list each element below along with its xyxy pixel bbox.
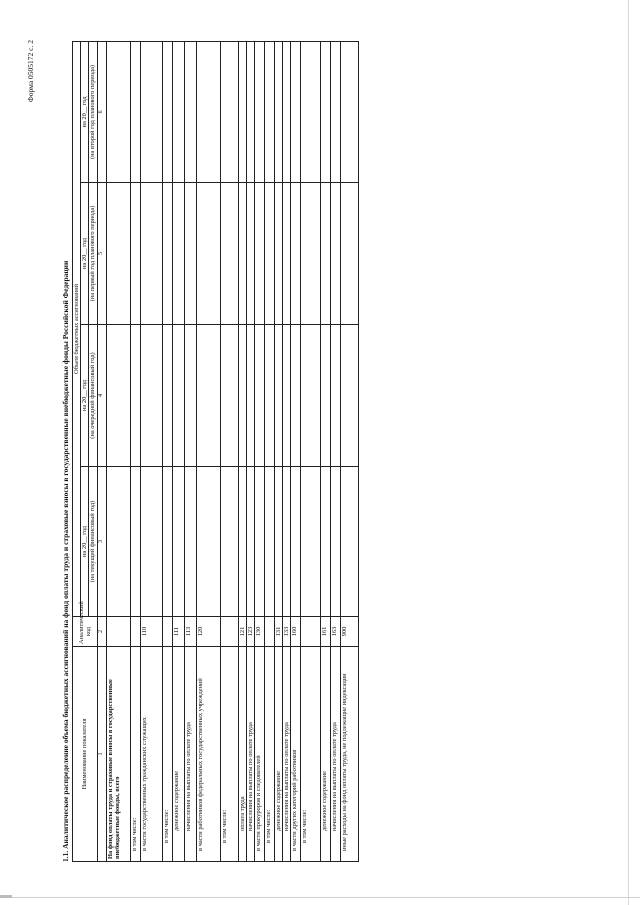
value-cell[interactable] [106, 41, 130, 182]
value-cell[interactable] [162, 467, 172, 617]
row-name: начисления на выплаты по оплате труда [283, 647, 291, 862]
value-cell[interactable] [246, 183, 254, 325]
value-cell[interactable] [291, 467, 301, 617]
value-cell[interactable] [341, 183, 359, 325]
table-row [331, 41, 341, 861]
row-code [264, 617, 274, 647]
value-cell[interactable] [331, 183, 341, 325]
value-cell[interactable] [341, 467, 359, 617]
value-cell[interactable] [220, 41, 238, 182]
value-cell[interactable] [140, 183, 162, 325]
value-cell[interactable] [130, 325, 140, 467]
value-cell[interactable] [220, 183, 238, 325]
value-cell[interactable] [220, 467, 238, 617]
value-cell[interactable] [331, 467, 341, 617]
value-cell[interactable] [291, 325, 301, 467]
value-cell[interactable] [238, 183, 246, 325]
table-row [220, 41, 238, 861]
col-number: 5 [97, 183, 106, 325]
value-cell[interactable] [254, 467, 264, 617]
value-cell[interactable] [291, 183, 301, 325]
value-cell[interactable] [172, 325, 184, 467]
row-code [301, 617, 321, 647]
value-cell[interactable] [106, 467, 130, 617]
row-name: денежное содержание [274, 647, 282, 862]
table-row [264, 41, 274, 861]
value-cell[interactable] [140, 41, 162, 182]
col-number: 3 [97, 467, 106, 617]
value-cell[interactable] [264, 467, 274, 617]
row-name: иные расходы на фонд оплаты труда, не подлежащие индексации [341, 647, 359, 862]
value-cell[interactable] [341, 325, 359, 467]
row-name: в том числе: [130, 647, 140, 862]
row-name: в том числе: [264, 647, 274, 862]
value-cell[interactable] [196, 183, 220, 325]
table-body [106, 41, 359, 861]
value-cell[interactable] [246, 41, 254, 182]
header-desc-1: (на текущий финансовый год) [89, 467, 97, 617]
value-cell[interactable] [341, 41, 359, 182]
document-sheet [26, 22, 580, 862]
value-cell[interactable] [283, 41, 291, 182]
value-cell[interactable] [321, 41, 331, 182]
table-row [196, 41, 220, 861]
table-row [301, 41, 321, 861]
table-row [274, 41, 282, 861]
table-row [130, 41, 140, 861]
value-cell[interactable] [184, 41, 196, 182]
value-cell[interactable] [162, 41, 172, 182]
value-cell[interactable] [162, 183, 172, 325]
row-name: в том числе: [220, 647, 238, 862]
row-name: в части других категорий работников [291, 647, 301, 862]
row-name: начисления на выплаты по оплате труда [331, 647, 341, 862]
value-cell[interactable] [301, 183, 321, 325]
value-cell[interactable] [162, 325, 172, 467]
header-row-1 [73, 41, 81, 861]
row-code: 160 [291, 617, 301, 647]
allocation-table [72, 41, 359, 862]
value-cell[interactable] [301, 325, 321, 467]
scan-mark [0, 895, 12, 898]
header-code-col: Аналитический код [73, 617, 98, 647]
value-cell[interactable] [184, 325, 196, 467]
table-row [321, 41, 331, 861]
value-cell[interactable] [172, 183, 184, 325]
value-cell[interactable] [321, 183, 331, 325]
row-code: 130 [254, 617, 264, 647]
value-cell[interactable] [140, 325, 162, 467]
row-name: денежное содержание [172, 647, 184, 862]
header-year-3: на 20__ год [81, 183, 89, 325]
value-cell[interactable] [264, 41, 274, 182]
table-row [341, 41, 359, 861]
table-row [172, 41, 184, 861]
section-title: 1.1. Аналитическое распределение объема бюджетных ассигнований на фонд оплаты труда и страховые взносы в государственные внебюджетные фонды Российской Федерации [61, 260, 70, 862]
value-cell[interactable] [220, 325, 238, 467]
value-cell[interactable] [274, 41, 282, 182]
header-desc-4: (на второй год планового периода) [89, 41, 97, 182]
value-cell[interactable] [283, 183, 291, 325]
value-cell[interactable] [264, 183, 274, 325]
row-name: в части работников федеральных государственных учреждений [196, 647, 220, 862]
value-cell[interactable] [140, 467, 162, 617]
header-year-1: на 20__ год [81, 467, 89, 617]
row-name: денежное содержание [321, 647, 331, 862]
value-cell[interactable] [172, 467, 184, 617]
header-year-2: на 20__ год [81, 325, 89, 467]
value-cell[interactable] [106, 183, 130, 325]
value-cell[interactable] [321, 325, 331, 467]
table-row [291, 41, 301, 861]
value-cell[interactable] [238, 41, 246, 182]
value-cell[interactable] [283, 467, 291, 617]
row-code: 111 [172, 617, 184, 647]
value-cell[interactable] [254, 41, 264, 182]
value-cell[interactable] [196, 325, 220, 467]
row-code: 121 [238, 617, 246, 647]
value-cell[interactable] [196, 41, 220, 182]
table-row [162, 41, 172, 861]
value-cell[interactable] [246, 467, 254, 617]
row-code: 161 [321, 617, 331, 647]
col-number: 2 [97, 617, 106, 647]
row-name: в части прокуроров и следователей [254, 647, 264, 862]
row-name: в части государственных гражданских служащих [140, 647, 162, 862]
value-cell[interactable] [184, 467, 196, 617]
value-cell[interactable] [130, 467, 140, 617]
page-edge-bottom [0, 897, 640, 898]
row-name: начисления на выплаты по оплате труда [184, 647, 196, 862]
header-desc-3: (на первый год планового периода) [89, 183, 97, 325]
row-name: в том числе: [301, 647, 321, 862]
value-cell[interactable] [321, 467, 331, 617]
header-group: Объем бюджетных ассигнований [73, 41, 81, 616]
value-cell[interactable] [130, 183, 140, 325]
column-numbers-row [97, 41, 106, 861]
value-cell[interactable] [301, 467, 321, 617]
row-code: 133 [283, 617, 291, 647]
value-cell[interactable] [331, 325, 341, 467]
col-number: 6 [97, 41, 106, 182]
row-code [130, 617, 140, 647]
row-name: оплата труда [238, 647, 246, 862]
table-row [140, 41, 162, 861]
table-row [106, 41, 130, 861]
header-year-4: на 20__ год [81, 41, 89, 182]
value-cell[interactable] [291, 41, 301, 182]
row-code [220, 617, 238, 647]
value-cell[interactable] [254, 183, 264, 325]
header-name-col: Наименование показателя [73, 647, 98, 862]
row-code: 120 [196, 617, 220, 647]
row-name: На фонд оплаты труда и страховые взносы в государственные внебюджетные фонды, всего [106, 647, 130, 862]
table-row [184, 41, 196, 861]
row-code: 113 [184, 617, 196, 647]
value-cell[interactable] [274, 467, 282, 617]
value-cell[interactable] [301, 41, 321, 182]
value-cell[interactable] [184, 183, 196, 325]
value-cell[interactable] [283, 325, 291, 467]
value-cell[interactable] [274, 325, 282, 467]
value-cell[interactable] [238, 325, 246, 467]
value-cell[interactable] [172, 41, 184, 182]
col-number: 1 [97, 647, 106, 862]
row-name: начисления на выплаты по оплате труда [246, 647, 254, 862]
value-cell[interactable] [106, 325, 130, 467]
row-name: в том числе: [162, 647, 172, 862]
table-row [246, 41, 254, 861]
value-cell[interactable] [274, 183, 282, 325]
form-reference: Форма 0505172 с. 2 [26, 40, 35, 103]
header-desc-2: (на очередной финансовый год) [89, 325, 97, 467]
page-edge-right [628, 0, 629, 905]
value-cell[interactable] [130, 41, 140, 182]
value-cell[interactable] [246, 325, 254, 467]
table-row [254, 41, 264, 861]
row-code: 123 [246, 617, 254, 647]
col-number: 4 [97, 325, 106, 467]
row-code: 110 [140, 617, 162, 647]
row-code: 163 [331, 617, 341, 647]
value-cell[interactable] [238, 467, 246, 617]
value-cell[interactable] [254, 325, 264, 467]
value-cell[interactable] [331, 41, 341, 182]
table-row [238, 41, 246, 861]
value-cell[interactable] [196, 467, 220, 617]
value-cell[interactable] [264, 325, 274, 467]
table-row [283, 41, 291, 861]
row-code [106, 617, 130, 647]
row-code: 900 [341, 617, 359, 647]
row-code [162, 617, 172, 647]
row-code: 131 [274, 617, 282, 647]
